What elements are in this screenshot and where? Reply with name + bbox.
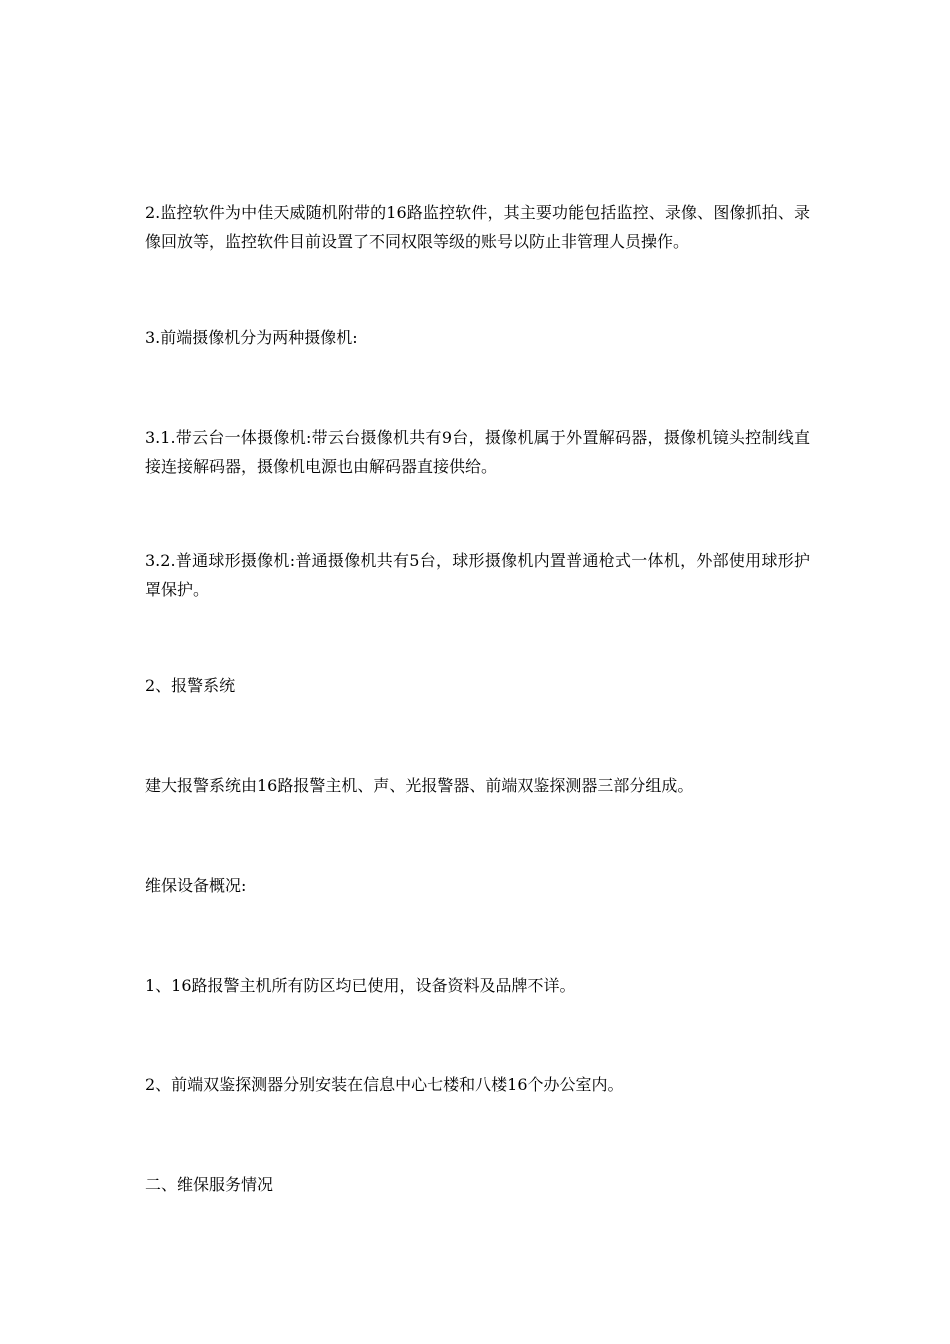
paragraph-monitoring-software: 2.监控软件为中佳天威随机附带的16路监控软件，其主要功能包括监控、录像、图像抓拍、录像回放等，监控软件目前设置了不同权限等级的账号以防止非管理人员操作。: [145, 203, 810, 251]
paragraph-maintenance-overview: 维保设备概况:: [145, 876, 247, 895]
paragraph-ptz-camera: 3.1.带云台一体摄像机:带云台摄像机共有9台，摄像机属于外置解码器，摄像机镜头控制线直接连接解码器，摄像机电源也由解码器直接供给。: [145, 428, 810, 476]
list-item-alarm-host: 1、16路报警主机所有防区均已使用，设备资料及品牌不详。: [145, 976, 576, 995]
paragraph-dome-camera: 3.2.普通球形摄像机:普通摄像机共有5台，球形摄像机内置普通枪式一体机，外部使用球形护罩保护。: [145, 551, 810, 599]
list-item-detectors: 2、前端双鉴探测器分别安装在信息中心七楼和八楼16个办公室内。: [145, 1075, 624, 1094]
heading-alarm-system: 2、报警系统: [145, 676, 236, 695]
paragraph-alarm-description: 建大报警系统由16路报警主机、声、光报警器、前端双鉴探测器三部分组成。: [145, 776, 694, 795]
paragraph-front-cameras: 3.前端摄像机分为两种摄像机:: [145, 328, 358, 347]
heading-maintenance-service: 二、维保服务情况: [145, 1175, 274, 1194]
